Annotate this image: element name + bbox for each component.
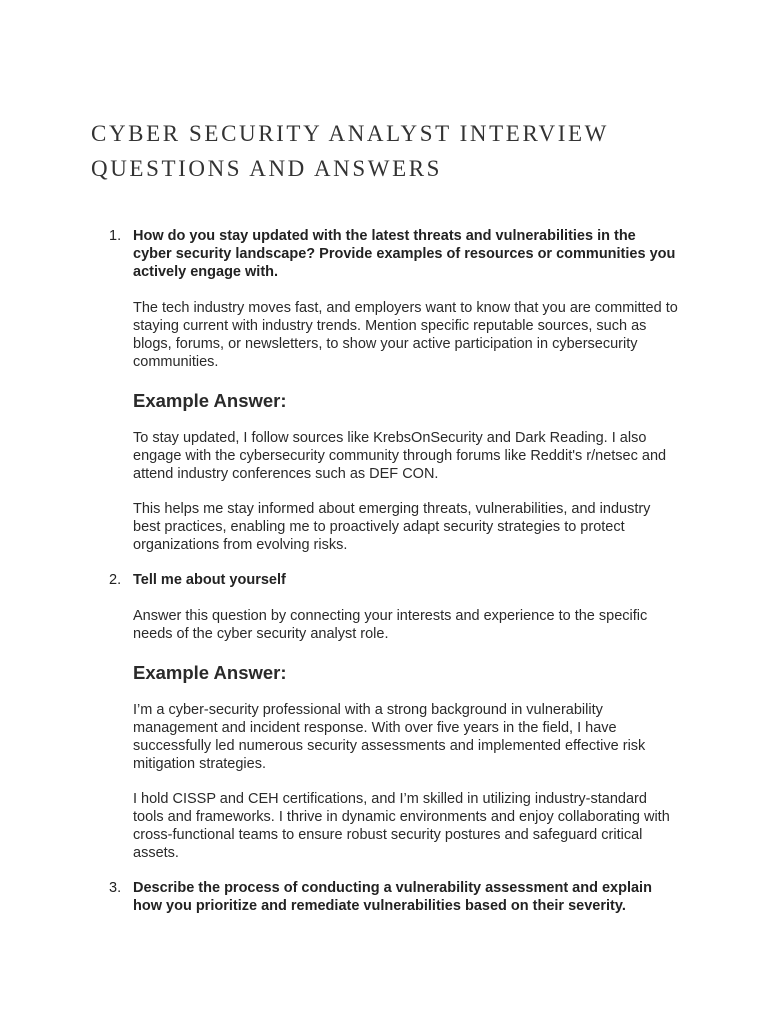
answer-paragraph: This helps me stay informed about emerging threats, vulnerabilities, and industry best practices, enabling me to proactively adapt security strategies to protect organizations from evolving risks. bbox=[133, 501, 651, 553]
question-list bbox=[0, 227, 768, 915]
question-block bbox=[133, 227, 678, 554]
question-number: 3. bbox=[109, 880, 122, 896]
example-answer-heading: Example Answer: bbox=[133, 662, 287, 683]
question-block bbox=[133, 571, 678, 862]
question-text: Describe the process of conducting a vulnerability assessment and explain how you prioritize and remediate vulnerabilities based on their severity. bbox=[133, 880, 652, 914]
document-title-line-2: QUESTIONS AND ANSWERS bbox=[91, 156, 443, 181]
question-text: Tell me about yourself bbox=[133, 572, 286, 588]
question-item-2 bbox=[0, 571, 768, 862]
question-guidance: The tech industry moves fast, and employers want to know that you are committed to staying current with industry trends. Mention specific reputable sources, such as blogs, forums, or newsletters, to show your active participation in cybersecurity communities. bbox=[133, 300, 678, 370]
answer-paragraph: To stay updated, I follow sources like KrebsOnSecurity and Dark Reading. I also engage with the cybersecurity community through forums like Reddit's r/netsec and attend industry conferences such as DEF CON. bbox=[133, 430, 667, 482]
question-number: 1. bbox=[109, 228, 122, 244]
question-number: 2. bbox=[109, 572, 122, 588]
question-guidance: Answer this question by connecting your interests and experience to the specific needs of the cyber security analyst role. bbox=[133, 608, 648, 642]
example-answer-heading: Example Answer: bbox=[133, 390, 287, 411]
question-text: How do you stay updated with the latest threats and vulnerabilities in the cyber security landscape? Provide examples of resources or communities you actively engage with. bbox=[133, 228, 676, 280]
question-item-3 bbox=[0, 879, 768, 915]
answer-paragraph: I hold CISSP and CEH certifications, and I’m skilled in utilizing industry-standard tools and frameworks. I thrive in dynamic environments and enjoy collaborating with cross-functional teams to ensure robust security postures and safeguard critical assets. bbox=[133, 791, 670, 861]
answer-paragraph: I’m a cyber-security professional with a strong background in vulnerability management and incident response. With over five years in the field, I have successfully led numerous security assessments and implemented effective risk mitigation strategies. bbox=[133, 702, 646, 772]
question-item-1 bbox=[0, 227, 768, 554]
document-title bbox=[91, 116, 711, 186]
document-title-line-1: CYBER SECURITY ANALYST INTERVIEW bbox=[91, 121, 609, 146]
question-block bbox=[133, 879, 678, 915]
